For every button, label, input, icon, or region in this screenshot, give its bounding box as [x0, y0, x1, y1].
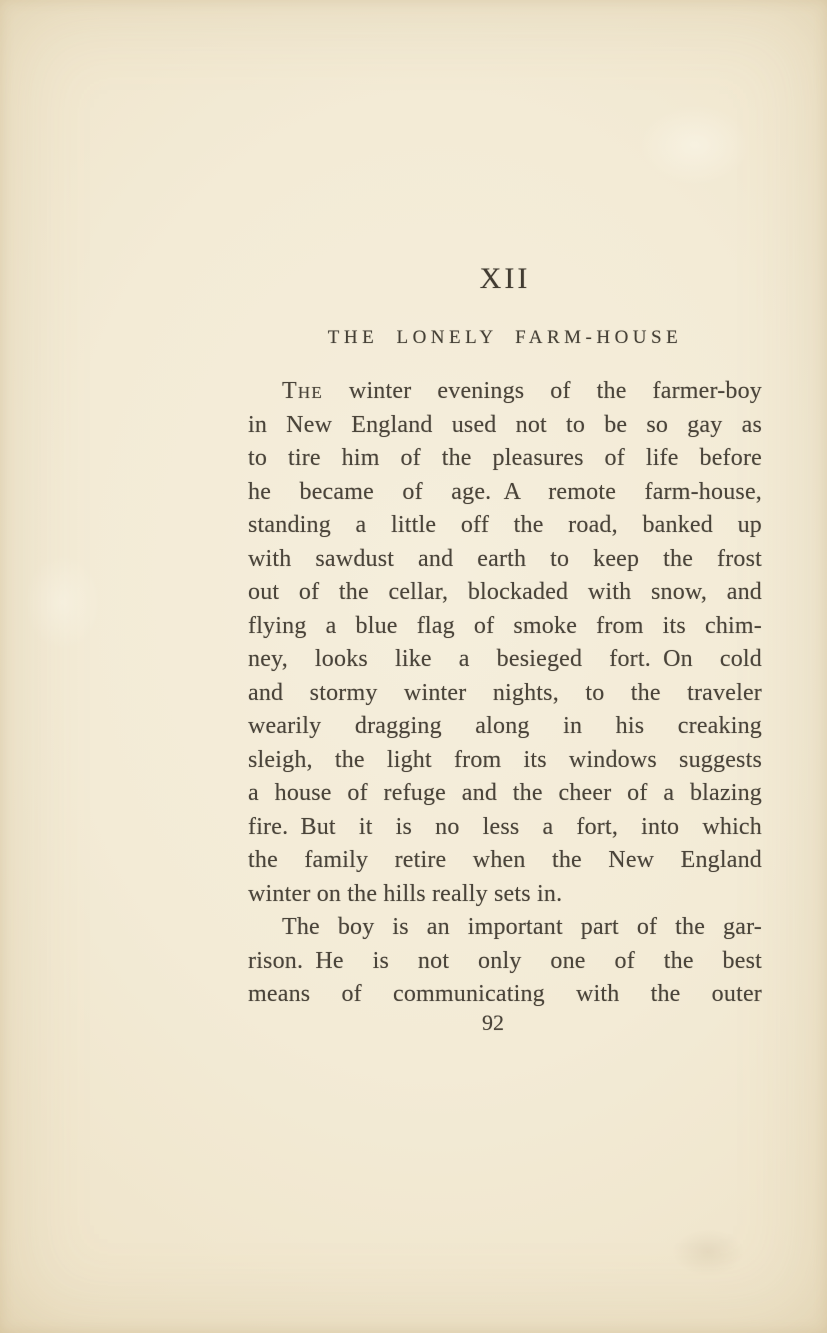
text-line	[248, 375, 762, 409]
text-line: out of the cellar, blockaded with snow, and	[248, 579, 762, 605]
text-line: he became of age. A remote farm-house,	[248, 478, 762, 505]
chapter-number: XII	[479, 262, 531, 295]
scan-light-patch	[640, 105, 750, 185]
chapter-title: THE LONELY FARM-HOUSE	[327, 327, 683, 348]
text-line: with sawdust and earth to keep the frost	[248, 545, 762, 572]
text-line: rison. He is not only one of the best	[248, 947, 762, 974]
text-line: standing a little off the road, banked up	[248, 512, 762, 538]
text-line: fire. But it is no less a fort, into which	[248, 813, 762, 840]
text-line: to tire him of the pleasures of life before	[248, 445, 762, 471]
text-line: and stormy winter nights, to the traveler	[248, 679, 762, 706]
text-line: flying a blue flag of smoke from its chim-	[248, 612, 762, 639]
text-line: winter on the hills really sets in.	[248, 880, 563, 907]
page-number: 92	[482, 1010, 504, 1035]
text-line: a house of refuge and the cheer of a blazing	[248, 780, 762, 806]
lead-line-rest: winter evenings of the farmer-boy	[348, 378, 763, 404]
text-line: The boy is an important part of the gar-	[282, 914, 762, 940]
scan-light-patch	[25, 555, 100, 650]
text-line: sleigh, the light from its windows suggests	[248, 746, 762, 773]
text-line: ney, looks like a besieged fort. On cold	[248, 646, 762, 672]
text-line: means of communicating with the outer	[248, 981, 762, 1007]
text-line: the family retire when the New England	[248, 847, 762, 873]
text-line: wearily dragging along in his creaking	[248, 713, 762, 739]
body-text	[248, 375, 762, 1012]
lead-word-smallcaps: The	[282, 378, 323, 404]
scan-smudge	[672, 1228, 744, 1276]
text-line: in New England used not to be so gay as	[248, 411, 762, 438]
